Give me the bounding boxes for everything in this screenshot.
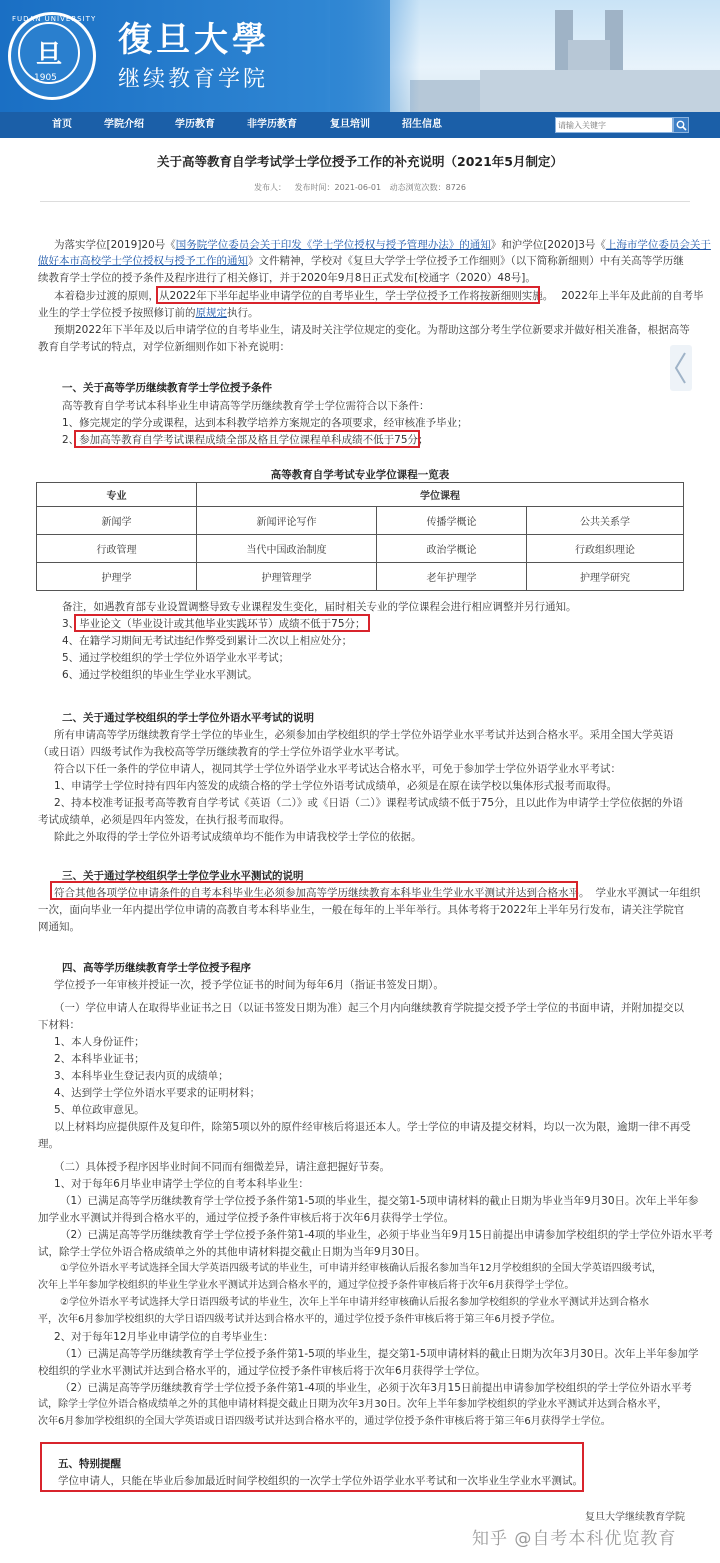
s3-line: 网通知。 [38,921,80,933]
watermark: 知乎 @自考本科优览教育 [472,1529,677,1549]
section-4-heading: 四、高等学历继续教育学士学位授予程序 [62,962,251,974]
highlight-box-score [74,430,420,448]
s1-condition-5: 5、通过学校组织的学士学位外语学业水平考试； [62,652,290,664]
page-side-arrow[interactable] [670,345,692,391]
s5-line: 学位申请人，只能在毕业后参加最近时间学校组织的一次学士学位外语学业水平考试和一次毕业生学业水平测试。 [58,1475,583,1487]
nav-item-degree-edu[interactable]: 学历教育 [175,119,215,130]
s4-material: 3、本科毕业生登记表内页的成绩单； [54,1070,229,1082]
meta-publisher: 发布人： [254,183,287,192]
old-rules-link[interactable]: 原规定 [195,307,227,319]
search-box [555,117,673,133]
article-title: 关于高等教育自学考试学士学位授予工作的补充说明（2021年5月制定） [157,154,563,169]
policy-link-2-cont[interactable]: 做好本市高校学士学位授权与授予工作的通知 [38,255,248,267]
s2-line: 1、申请学士学位时持有四年内签发的成绩合格的学士学位外语考试成绩单，必须是在原在读学校以集体形式报考而取得。 [54,780,618,792]
s4-line: 理。 [38,1138,59,1150]
s4-line: 2、对于每年12月毕业申请学位的自考毕业生： [54,1331,274,1343]
table-cell: 公共关系学 [527,507,684,535]
s4-line: 次年上半年参加学校组织的毕业生学业水平测试并达到合格水平的，通过学位授予条件审核后将于次年6月获得学士学位。 [38,1280,575,1291]
table-cell: 新闻评论写作 [197,507,377,535]
table-head-major: 专业 [37,483,197,507]
table-row [37,507,684,535]
s1-condition-1: 1、修完规定的学分或课程，达到本科教学培养方案规定的各项要求，经审核准予毕业； [62,417,468,429]
section-1-heading: 一、关于高等学历继续教育学士学位授予条件 [62,382,272,394]
logo-year: 1905 [34,73,57,83]
section-5-heading: 五、特别提醒 [58,1458,121,1470]
s2-line: 所有申请高等学历继续教育学士学位的毕业生，必须参加由学校组织的学士学位外语学业水平考试并达到合格水平。采用全国大学英语 [54,729,674,741]
s1-lead: 高等教育自学考试本科毕业生申请高等学历继续教育学士学位需符合以下条件： [62,400,430,412]
section-3-heading: 三、关于通过学校组织学士学位学业水平测试的说明 [62,870,304,882]
logo-ring-text: FUDAN UNIVERSITY [12,15,97,23]
s4-material: 1、本人身份证件； [54,1036,145,1048]
s4-line: 下材料： [38,1019,80,1031]
nav-item-training[interactable]: 复旦培训 [330,119,370,130]
s1-condition-4: 4、在籍学习期间无考试违纪作弊受到累计二次以上相应处分； [62,635,353,647]
intro-line-3: 续教育学士学位的授予条件及程序进行了相关修订，并于2020年9月8日正式发布[校通字（2020）48号]。 [38,272,536,284]
s2-line: 符合以下任一条件的学位申请人，视同其学士学位外语学业水平考试达合格水平，可免于参加学士学位外语学业水平考试： [54,763,621,775]
search-icon [676,120,687,131]
s4-line: （二）具体授予程序因毕业时间不同而有细微差异，请注意把握好节奏。 [54,1161,390,1173]
s4-line: （1）已满足高等学历继续教育学士学位授予条件第1-5项的毕业生，提交第1-5项申请材料的截止日期为次年3月30日。次年上半年参加学 [60,1348,699,1360]
s2-line: 除此之外取得的学士学位外语考试成绩单均不能作为申请我校学士学位的依据。 [54,831,422,843]
logo-emblem: 旦 [35,40,62,70]
table-cell: 老年护理学 [377,563,527,591]
s4-line: （1）已满足高等学历继续教育学士学位授予条件第1-5项的毕业生，提交第1-5项申请材料的截止日期为毕业当年9月30日。次年上半年参 [60,1195,699,1207]
s4-line: ①学位外语水平考试选择全国大学英语四级考试的毕业生，可申请并经审核确认后报名参加当年12月学校组织的全国大学英语四级考试， [60,1263,662,1274]
meta-time: 发布时间：2021-06-01 [294,183,382,192]
s4-line: （一）学位申请人在取得毕业证书之日（以证书签发日期为准）起三个月内向继续教育学院提交授予学士学位的书面申请，并附加提交以 [54,1002,684,1014]
table-cell: 传播学概论 [377,507,527,535]
table-header-row [37,483,684,507]
s3-line: 一次，面向毕业一年内提出学位申请的高教自考本科毕业生，一般在每年的上半年举行。具体考将于2022年上半年另行发布，请关注学院官 [38,904,685,916]
s2-line: 2、持本校准考证报考高等教育自学考试《英语（二）》或《日语（二）》课程考试成绩不低于75分，且以此作为申请学士学位依据的外语 [54,797,684,809]
table-cell: 政治学概论 [377,535,527,563]
table-row [37,535,684,563]
title-divider [40,201,690,202]
nav-item-about[interactable]: 学院介绍 [104,119,144,130]
s1-condition-3: 3、毕业论文（毕业设计或其他毕业实践环节）成绩不低于75分； [62,618,366,630]
table-cell: 行政组织理论 [527,535,684,563]
highlight-transition: 从2022年下半年起毕业申请学位的自考毕业生，学士学位授予工作将按新细则实施。 [159,290,554,302]
highlight-box-thesis [74,614,370,632]
section-2-heading: 二、关于通过学校组织的学士学位外语水平考试的说明 [62,712,314,724]
banner-fade [330,0,420,112]
s4-line: 平，次年6月参加学校组织的大学日语四级考试并达到合格水平的，通过学位授予条件审核后将于第三年6月授予学位。 [38,1314,561,1325]
highlight-box-test [50,881,578,900]
campus-photo [390,0,720,112]
site-name: 復旦大學 [118,20,270,60]
s4-line: 试，除学士学位外语合格成绩单之外的其他申请材料提交截止日期为当年9月30日。 [38,1246,426,1258]
course-table [36,482,684,591]
s4-line: （2）已满足高等学历继续教育学士学位授予条件第1-4项的毕业生，必须于次年3月15日前提出申请参加学校组织的学士学位外语水平考 [60,1382,692,1394]
chevron-left-icon [670,345,692,391]
policy-link-1[interactable]: 国务院学位委员会关于印发《学士学位授权与授予管理办法》的通知 [175,239,491,251]
table-cell: 新闻学 [37,507,197,535]
header-banner [0,0,720,112]
s4-line: （2）已满足高等学历继续教育学士学位授予条件第1-4项的毕业生，必须于毕业当年9月15日前提出申请参加学校组织的学士学位外语水平考 [60,1229,713,1241]
s2-line: （或日语）四级考试作为我校高等学历继续教育的学士学位外语学业水平考试。 [38,746,406,758]
s1-condition-6: 6、通过学校组织的毕业生学业水平测试。 [62,669,258,681]
footer-organization: 复旦大学继续教育学院 [585,1512,685,1523]
intro-line-2: 做好本市高校学士学位授权与授予工作的通知》文件精神，学校对《复旦大学学士学位授予工作细则》（以下简称新细则）中有关高等学历继 [38,255,684,267]
table-cell: 当代中国政治制度 [197,535,377,563]
s1-note: 备注，如遇教育部专业设置调整导致专业课程发生变化，届时相关专业的学位课程会进行相应调整并另行通知。 [62,601,577,613]
s4-line: 校组织的学业水平测试并达到合格水平的，通过学位授予条件审核后将于次年6月获得学士学位。 [38,1365,486,1377]
meta-views: 动态浏览次数：8726 [389,183,466,192]
highlight-box-transition [156,286,540,304]
s4-line: 1、对于每年6月毕业申请学士学位的自考本科毕业生： [54,1178,309,1190]
table-head-courses: 学位课程 [197,483,684,507]
table-cell: 行政管理 [37,535,197,563]
s4-material: 2、本科毕业证书； [54,1053,145,1065]
s4-line: 学位授予一年审核并授证一次，授予学位证书的时间为每年6月（指证书签发日期）。 [54,979,444,991]
nav-item-home[interactable]: 首页 [52,119,72,130]
s4-line: 次年6月参加学校组织的全国大学英语或日语四级考试并达到合格水平的，通过学位授予条件审核后将于第三年6月获得学士学位。 [38,1416,611,1427]
intro-line-7: 教育自学考试的特点，对学位新细则作如下补充说明： [38,341,290,353]
intro-line-1: 为落实学位[2019]20号《国务院学位委员会关于印发《学士学位授权与授予管理办法》的通知》和沪学位[2020]3号《上海市学位委员会关于 [54,239,711,251]
table-cell: 护理学 [37,563,197,591]
s3-line-1: 符合其他各项学位申请条件的自考本科毕业生必须参加高等学历继续教育本科毕业生学业水平测试并达到合格水平。 学业水平测试一年组织 [54,887,701,899]
course-table-title: 高等教育自学考试专业学位课程一览表 [270,469,450,481]
table-cell: 护理学研究 [527,563,684,591]
policy-link-2[interactable]: 上海市学位委员会关于 [605,239,711,251]
s4-material: 4、达到学士学位外语水平要求的证明材料； [54,1087,261,1099]
nav-item-non-degree-edu[interactable]: 非学历教育 [247,119,297,130]
s1-condition-2: 2、参加高等教育自学考试课程成绩全部及格且学位课程单科成绩不低于75分； [62,434,429,446]
intro-line-5: 业生的学士学位授予按照修订前的原规定执行。 [38,307,259,319]
article-meta [0,182,720,193]
table-row [37,563,684,591]
search-button[interactable] [673,117,689,133]
s2-line: 考试成绩单，必须是四年内签发，在执行报考而取得。 [38,814,290,826]
search-input[interactable] [558,119,668,131]
nav-item-admissions[interactable]: 招生信息 [402,119,442,130]
s4-line: ②学位外语水平考试选择大学日语四级考试的毕业生，次年上半年申请并经审核确认后报名参加学校组织的学业水平测试并达到合格水 [60,1297,649,1308]
intro-line-4: 本着稳步过渡的原则，从2022年下半年起毕业申请学位的自考毕业生，学士学位授予工作将按新细则实施。 2022年上半年及此前的自考毕 [54,290,704,302]
site-subtitle: 继续教育学院 [118,67,269,92]
s4-line: 以上材料均应提供原件及复印件，除第5项以外的原件经审核后将退还本人。学士学位的申请及提交材料，均以一次为限，逾期一律不再受 [54,1121,691,1133]
s4-material: 5、单位政审意见。 [54,1104,145,1116]
s4-line: 试，除学士学位外语合格成绩单之外的其他申请材料提交截止日期为次年3月30日。次年上半年参加学校组织的学业水平测试并达到合格水平， [38,1399,668,1410]
s4-line: 加学业水平测试并得到合格水平的，通过学位授予条件审核后将于次年6月获得学士学位。 [38,1212,455,1224]
intro-line-6: 预期2022年下半年及以后申请学位的自考毕业生，请及时关注学位规定的变化。为帮助这部分考生学位新要求并做好相关准备，根据高等 [54,324,690,336]
table-cell: 护理管理学 [197,563,377,591]
